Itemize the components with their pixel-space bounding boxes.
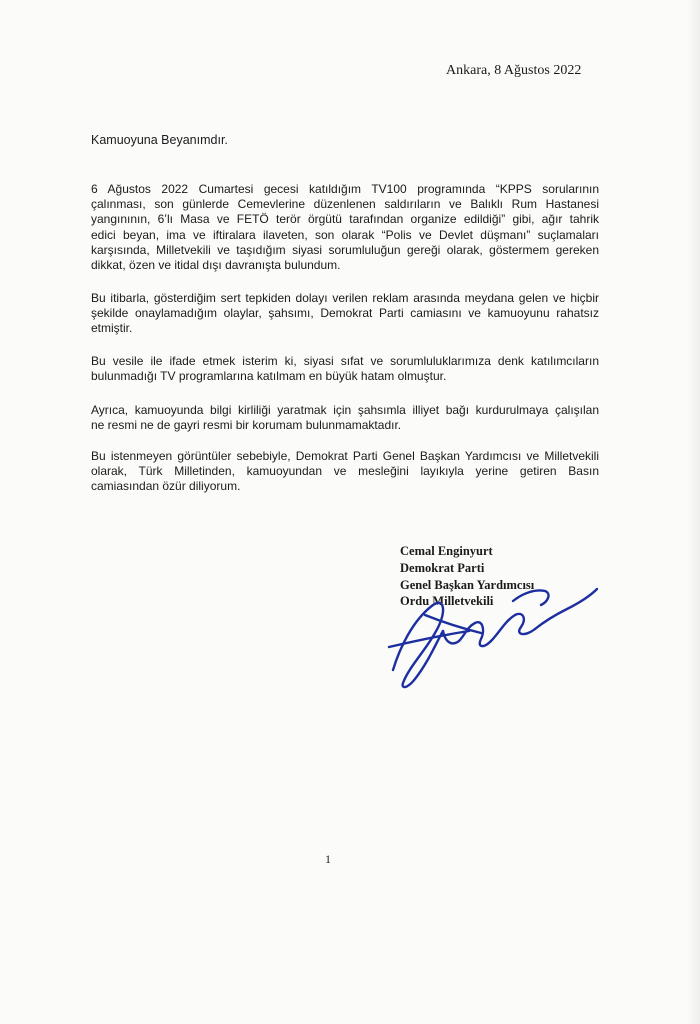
paragraph-line: Ayrıca, kamuoyunda bilgi kirliliği yaratmak için şahsımla illiyet bağı kurdurulmaya çalışılan	[91, 403, 599, 417]
paragraph-3	[91, 354, 599, 384]
paragraph-line: etmiştir.	[91, 321, 133, 336]
signatory-name: Cemal Enginyurt	[400, 544, 493, 558]
paragraph-line: 6 Ağustos 2022 Cumartesi gecesi katıldığım TV100 programında “KPPS sorularının	[91, 182, 599, 196]
page-number: 1	[325, 852, 331, 866]
paragraph-line: Bu itibarla, gösterdiğim sert tepkiden dolayı verilen reklam arasında meydana gelen ve hiçbir	[91, 291, 599, 305]
paragraph-2	[91, 291, 599, 337]
paragraph-5	[91, 449, 599, 495]
paragraph-line: edici beyan, ima ve iftiralara ilaveten, son olarak “Polis ve Devlet düşmanı” suçlamaları	[91, 227, 599, 242]
paragraph-line: şekilde onaylamadığım olaylar, şahsımı, Demokrat Parti camiasını ve kamuoyunu rahatsız	[91, 306, 599, 321]
paragraph-line: yangınının, 6’lı Masa ve FETÖ terör örgütü tarafından organize edildiği” gibi, ağır tahrik	[91, 212, 599, 227]
paragraph-line: ne resmi ne de gayri resmi bir korumam bulunmamaktadır.	[91, 418, 402, 433]
paragraph-line: Bu vesile ile ifade etmek isterim ki, siyasi sıfat ve sorumluluklarımıza denk katılımcıların	[91, 354, 599, 368]
paragraph-line: çalınması, son günlerde Cemevlerine düzenlenen saldırıların ve Balıklı Rum Hastanesi	[91, 197, 599, 212]
paragraph-line: bulunmadığı TV programlarına katılmam en büyük hatam olmuştur.	[91, 369, 447, 384]
paragraph-4	[91, 403, 599, 433]
paragraph-line: olarak, Türk Milletinden, kamuoyundan ve mesleğini layıkıyla yerine getiren Basın	[91, 464, 599, 479]
letter-date: Ankara, 8 Ağustos 2022	[446, 63, 582, 78]
handwritten-signature	[385, 575, 605, 695]
signatory-party: Demokrat Parti	[400, 560, 485, 575]
paragraph-line: Bu istenmeyen görüntüler sebebiyle, Demokrat Parti Genel Başkan Yardımcısı ve Milletvekili	[91, 449, 599, 463]
paragraph-line: dikkat, özen ve itidal dışı davranışta bulundum.	[91, 258, 341, 273]
paragraph-1	[91, 182, 599, 273]
paragraph-line: camiasından özür diliyorum.	[91, 479, 241, 494]
letter-salutation: Kamuoyuna Beyanımdır.	[91, 133, 228, 147]
paragraph-line: karşısında, Milletvekili ve taşıdığım siyasi sorumluluğun gereği olarak, göstermem gereken	[91, 242, 599, 257]
signatory-title: Genel Başkan Yardımcısı	[400, 577, 535, 592]
signatory-office: Ordu Milletvekili	[400, 594, 494, 609]
